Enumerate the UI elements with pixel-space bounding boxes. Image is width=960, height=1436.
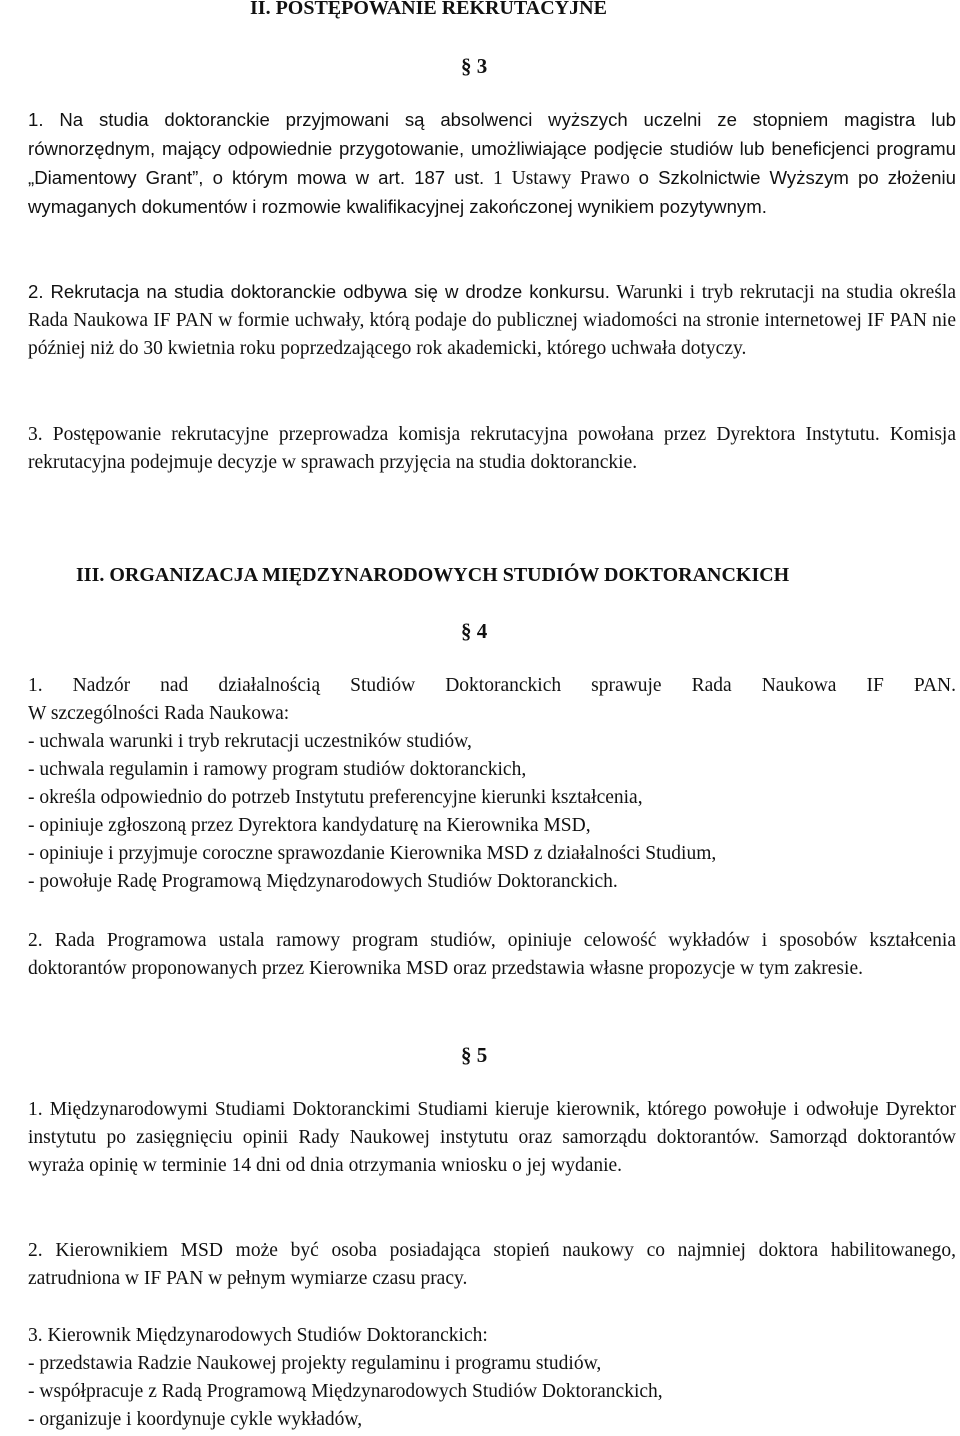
- chapter-2-heading: II. POSTĘPOWANIE REKRUTACYJNE: [250, 0, 607, 19]
- list-item: - uchwala regulamin i ramowy program studiów doktoranckich,: [28, 759, 527, 780]
- chapter-3-heading: III. ORGANIZACJA MIĘDZYNARODOWYCH STUDIÓW DOKTORANCKICH: [76, 564, 790, 586]
- section-5-point-1: [28, 1096, 956, 1180]
- section-3-point-1: [28, 106, 956, 222]
- section-4-point-1: [28, 672, 956, 896]
- section-3-mark: § 3: [461, 54, 488, 78]
- section-4-point-1-line-2: W szczególności Rada Naukowa:: [28, 703, 290, 724]
- section-4-point-1-line-1: 1. Nadzór nad działalnością Studiów Doktoranckich sprawuje Rada Naukowa IF PAN.: [28, 675, 956, 696]
- list-item: - opiniuje i przyjmuje coroczne sprawozdanie Kierownika MSD z działalności Studium,: [28, 843, 717, 864]
- section-3-point-1-grant: „Diamentowy Grant”, o którym mowa w art. 187 ust.: [28, 167, 485, 188]
- section-3-point-2: [28, 278, 956, 363]
- section-3-point-3: [28, 421, 956, 477]
- section-3-point-1-statute: 1 Ustawy Prawo: [484, 168, 639, 189]
- list-item: - opiniuje zgłoszoną przez Dyrektora kandydaturę na Kierownika MSD,: [28, 815, 591, 836]
- list-item: - określa odpowiednio do potrzeb Instytutu preferencyjne kierunki kształcenia,: [28, 787, 643, 808]
- section-3-point-2-lead: 2. Rekrutacja na studia doktoranckie odbywa się w drodze konkursu.: [28, 281, 610, 302]
- list-item: - organizuje i koordynuje cykle wykładów,: [28, 1409, 363, 1430]
- list-item: - przedstawia Radzie Naukowej projekty regulaminu i programu studiów,: [28, 1353, 602, 1374]
- section-3-point-3-text: 3. Postępowanie rekrutacyjne przeprowadza komisja rekrutacyjna powołana przez Dyrektora Instytutu. Komisja rekrutacyjna podejmuje decyzje w sprawach przyjęcia na studia doktoranckie.: [28, 424, 956, 473]
- section-5-point-2-text: 2. Kierownikiem MSD może być osoba posiadająca stopień naukowy co najmniej doktora habilitowanego, zatrudniona w IF PAN w pełnym wymiarze czasu pracy.: [28, 1240, 956, 1289]
- section-4-point-2: [28, 927, 956, 983]
- section-5-point-3: [28, 1322, 956, 1434]
- section-5-point-2: [28, 1237, 956, 1293]
- list-item: - powołuje Radę Programową Międzynarodowych Studiów Doktoranckich.: [28, 871, 618, 892]
- section-4-point-2-text: 2. Rada Programowa ustala ramowy program studiów, opiniuje celowość wykładów i sposobów kształcenia doktorantów proponowanych przez Kierownika MSD oraz przedstawia własne propozycje w tym zakresie.: [28, 930, 956, 979]
- list-item: - współpracuje z Radą Programową Międzynarodowych Studiów Doktoranckich,: [28, 1381, 663, 1402]
- list-item: - uchwala warunki i tryb rekrutacji uczestników studiów,: [28, 731, 472, 752]
- section-5-point-3-heading: 3. Kierownik Międzynarodowych Studiów Doktoranckich:: [28, 1325, 488, 1346]
- section-5-mark: § 5: [461, 1043, 488, 1067]
- section-3-point-1-tail: o Szkolnictwie Wyższym po złożeniu wymaganych dokumentów i rozmowie kwalifikacyjnej zakończonej wynikiem pozytywnym.: [28, 167, 956, 217]
- section-5-point-1-text: 1. Międzynarodowymi Studiami Doktoranckimi Studiami kieruje kierownik, którego powołuje i odwołuje Dyrektor instytutu po zasięgnięciu opinii Rady Naukowej instytutu oraz samorządu doktorantów. Samorząd doktorantów wyraża opinię w terminie 14 dni od dnia otrzymania wniosku o jej wydanie.: [28, 1099, 956, 1176]
- section-4-mark: § 4: [461, 619, 488, 643]
- section-3-point-2-text: Warunki i tryb rekrutacji na studia określa Rada Naukowa IF PAN w formie uchwały, którą podaje do publicznej wiadomości na stronie internetowej IF PAN nie później niż do 30 kwietnia roku poprzedzającego rok akademicki, którego uchwała dotyczy.: [28, 282, 956, 359]
- section-3-point-1-text: 1. Na studia doktoranckie przyjmowani są absolwenci wyższych uczelni ze stopniem magistra lub równorzędnym, mający odpowiednie przygotowanie, umożliwiające podjęcie studiów lub beneficjenci programu: [28, 109, 956, 159]
